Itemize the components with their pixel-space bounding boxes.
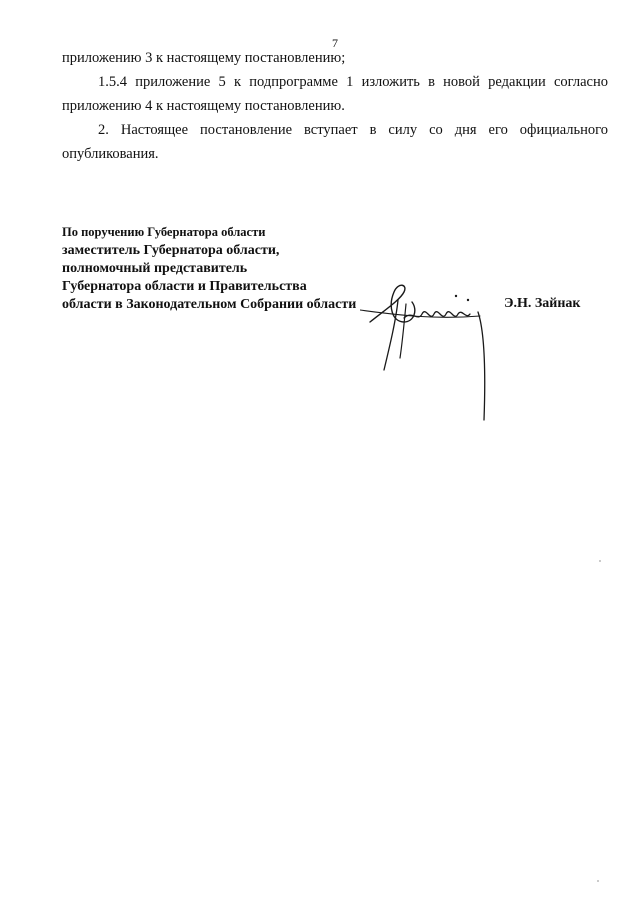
signatory-title-line-3: Губернатора области и Правительства [62, 279, 307, 294]
paragraph-item-1-5-4: 1.5.4 приложение 5 к подпрограмме 1 изложить в новой редакции согласно приложению 4 к настоящему постановлению. [62, 74, 608, 114]
signatory-name: Э.Н. Зайнак [504, 296, 581, 311]
scan-speck [599, 560, 601, 562]
signatory-title-line-1: заместитель Губернатора области, [62, 243, 280, 258]
handwritten-signature [360, 270, 510, 430]
signatory-title-line-2: полномочный представитель [62, 261, 248, 276]
signature-on-behalf: По поручению Губернатора области [62, 225, 266, 239]
signatory-title-line-4: области в Законодательном Собрании области [62, 297, 357, 312]
signature-block [62, 224, 356, 314]
paragraph-item-2: 2. Настоящее постановление вступает в силу со дня его официального опубликования. [62, 122, 608, 162]
page-number: 7 [332, 36, 338, 50]
paragraph-continuation: приложению 3 к настоящему постановлению; [62, 50, 346, 66]
document-body [62, 46, 608, 166]
scan-speck [597, 880, 599, 882]
